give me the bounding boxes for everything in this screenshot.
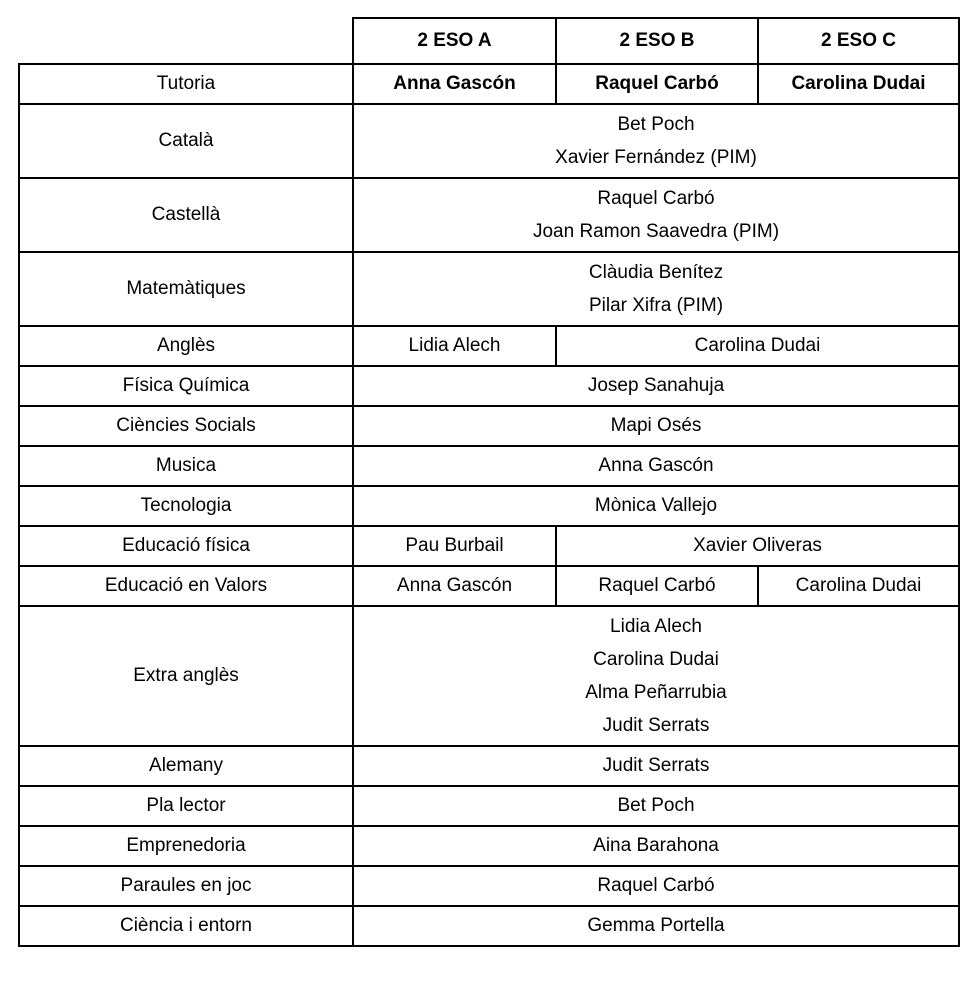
table-row [19, 406, 959, 446]
teacher-name-line: Alma Peñarrubia [585, 682, 727, 703]
table-row [19, 446, 959, 486]
table-row [19, 866, 959, 906]
table-row [19, 746, 959, 786]
teacher-cell [353, 606, 959, 746]
table-row [19, 526, 959, 566]
teacher-cell: Mònica Vallejo [353, 486, 959, 526]
teacher-name-line: Raquel Carbó [597, 188, 715, 209]
teacher-cell: Lidia Alech [353, 326, 556, 366]
teacher-cell: Anna Gascón [353, 566, 556, 606]
subject-cell: Tutoria [19, 64, 353, 104]
table-row [19, 64, 959, 104]
subject-cell: Anglès [19, 326, 353, 366]
teacher-cell: Josep Sanahuja [353, 366, 959, 406]
subject-cell: Ciència i entorn [19, 906, 353, 946]
subject-cell: Extra anglès [19, 606, 353, 746]
class-header-2-eso-a: 2 ESO A [353, 18, 556, 64]
subject-cell: Emprenedoria [19, 826, 353, 866]
subject-cell: Pla lector [19, 786, 353, 826]
header-row [19, 18, 959, 64]
table-row [19, 252, 959, 326]
teacher-assignment-table [18, 17, 960, 947]
teacher-cell: Aina Barahona [353, 826, 959, 866]
subject-cell: Castellà [19, 178, 353, 252]
subject-cell: Física Química [19, 366, 353, 406]
teacher-cell: Pau Burbail [353, 526, 556, 566]
teacher-name-line: Bet Poch [617, 114, 695, 135]
teacher-cell: Anna Gascón [353, 64, 556, 104]
corner-empty-cell [19, 18, 353, 64]
class-header-2-eso-c: 2 ESO C [758, 18, 959, 64]
teacher-cell: Raquel Carbó [353, 866, 959, 906]
subject-cell: Ciències Socials [19, 406, 353, 446]
teacher-cell: Judit Serrats [353, 746, 959, 786]
teacher-cell: Raquel Carbó [556, 64, 758, 104]
table-row [19, 366, 959, 406]
teacher-cell [353, 252, 959, 326]
teacher-cell: Carolina Dudai [556, 326, 959, 366]
class-header-2-eso-b: 2 ESO B [556, 18, 758, 64]
teacher-cell: Carolina Dudai [758, 566, 959, 606]
subject-cell: Musica [19, 446, 353, 486]
subject-cell: Educació en Valors [19, 566, 353, 606]
teacher-cell: Xavier Oliveras [556, 526, 959, 566]
subject-cell: Matemàtiques [19, 252, 353, 326]
teacher-name-line: Carolina Dudai [593, 649, 719, 670]
teacher-cell: Raquel Carbó [556, 566, 758, 606]
table-row [19, 906, 959, 946]
table-row [19, 606, 959, 746]
teacher-cell: Bet Poch [353, 786, 959, 826]
teacher-cell: Gemma Portella [353, 906, 959, 946]
table-row [19, 786, 959, 826]
teacher-name-line: Judit Serrats [602, 715, 710, 736]
teacher-cell [353, 104, 959, 178]
teacher-name-line: Lidia Alech [610, 616, 702, 637]
teacher-name-line: Clàudia Benítez [588, 262, 724, 283]
subject-cell: Paraules en joc [19, 866, 353, 906]
subject-cell: Català [19, 104, 353, 178]
table-row [19, 104, 959, 178]
table-row [19, 486, 959, 526]
table-row [19, 178, 959, 252]
teacher-cell [353, 178, 959, 252]
teacher-name-line: Xavier Fernández (PIM) [555, 147, 757, 168]
subject-cell: Alemany [19, 746, 353, 786]
subject-cell: Educació física [19, 526, 353, 566]
teacher-cell: Carolina Dudai [758, 64, 959, 104]
teacher-cell: Mapi Osés [353, 406, 959, 446]
table-row [19, 826, 959, 866]
table-body [19, 18, 959, 946]
table-row [19, 566, 959, 606]
teacher-cell: Anna Gascón [353, 446, 959, 486]
subject-cell: Tecnologia [19, 486, 353, 526]
teacher-name-line: Pilar Xifra (PIM) [588, 295, 724, 316]
teacher-name-line: Joan Ramon Saavedra (PIM) [532, 221, 780, 242]
table-row [19, 326, 959, 366]
